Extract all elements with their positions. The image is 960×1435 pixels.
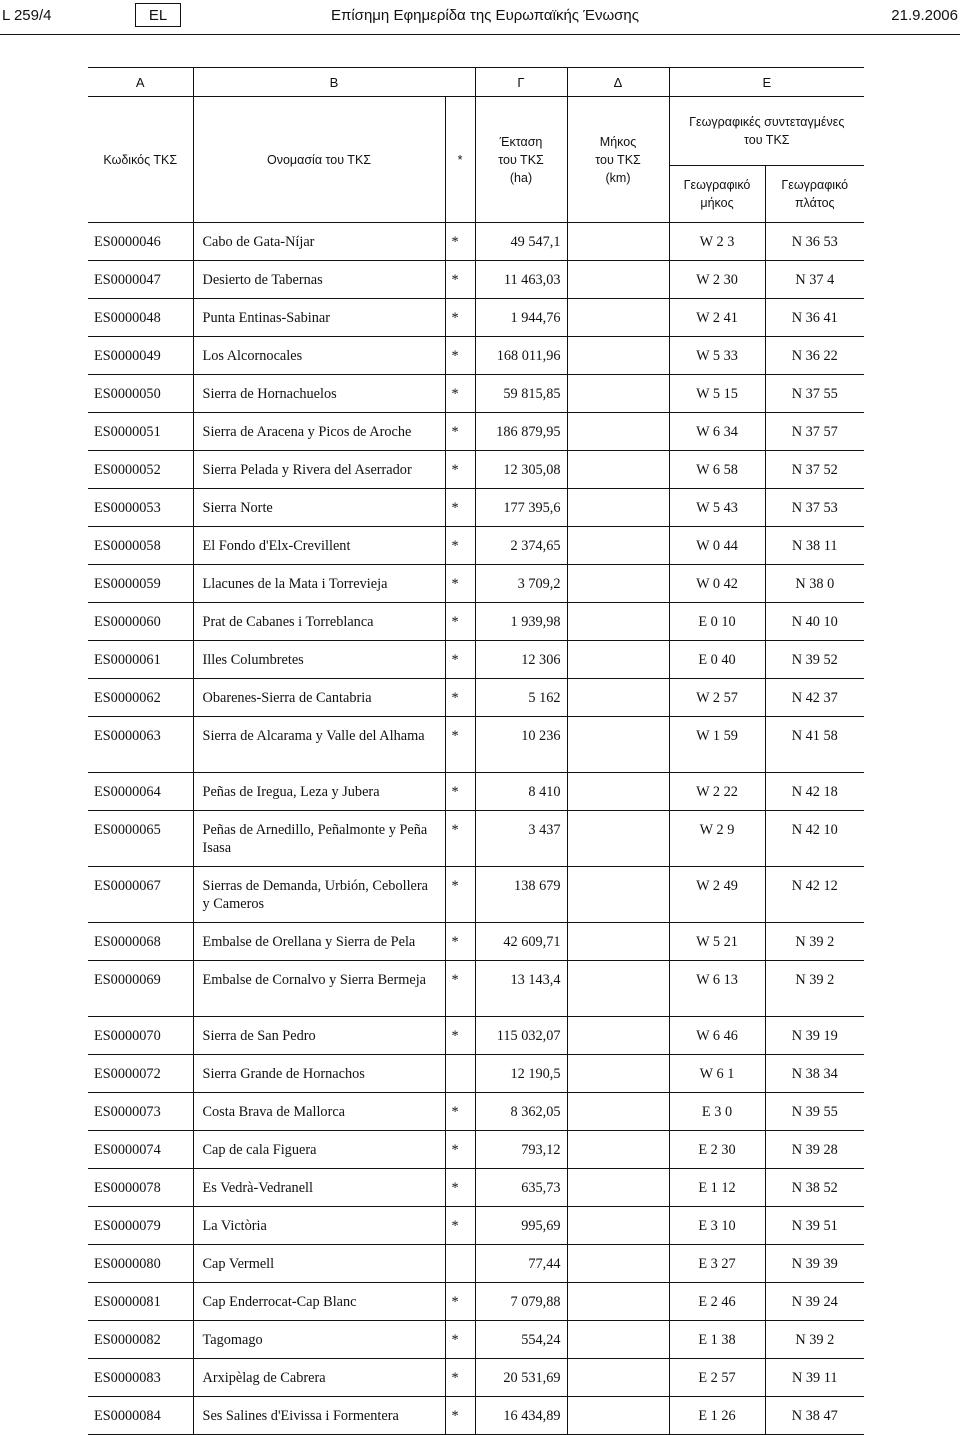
cell-code: ES0000053 [88, 489, 193, 527]
cell-area: 12 190,5 [475, 1055, 567, 1093]
cell-code: ES0000048 [88, 299, 193, 337]
table-row [88, 299, 864, 337]
cell-star: * [445, 565, 475, 603]
cell-name: La Victòria [193, 1207, 445, 1245]
cell-area: 1 944,76 [475, 299, 567, 337]
cell-code: ES0000084 [88, 1397, 193, 1435]
table-row [88, 223, 864, 261]
cell-area: 138 679 [475, 867, 567, 923]
cell-lon: W 2 49 [669, 867, 765, 923]
cell-star: * [445, 867, 475, 923]
header-code: Κωδικός ΤΚΣ [88, 97, 193, 223]
publication-date: 21.9.2006 [891, 7, 958, 24]
cell-star: * [445, 375, 475, 413]
header-coordinates [669, 97, 864, 166]
cell-area: 5 162 [475, 679, 567, 717]
cell-star: * [445, 451, 475, 489]
table-row [88, 413, 864, 451]
journal-title: Επίσημη Εφημερίδα της Ευρωπαϊκής Ένωσης [331, 7, 639, 24]
cell-area: 10 236 [475, 717, 567, 773]
cell-length [567, 1055, 669, 1093]
cell-lat: N 39 52 [765, 641, 864, 679]
table-row [88, 1245, 864, 1283]
page-reference: L 259/4 [2, 7, 52, 24]
cell-lat: N 42 37 [765, 679, 864, 717]
cell-lat: N 36 53 [765, 223, 864, 261]
cell-code: ES0000062 [88, 679, 193, 717]
header-length [567, 97, 669, 223]
cell-name: Embalse de Cornalvo y Sierra Bermeja [193, 961, 445, 1017]
header-latitude-line: Γεωγραφικό [781, 178, 849, 192]
cell-area: 13 143,4 [475, 961, 567, 1017]
cell-length [567, 1169, 669, 1207]
cell-name: Cabo de Gata-Níjar [193, 223, 445, 261]
cell-code: ES0000081 [88, 1283, 193, 1321]
cell-code: ES0000050 [88, 375, 193, 413]
cell-lon: W 6 34 [669, 413, 765, 451]
cell-name: Obarenes-Sierra de Cantabria [193, 679, 445, 717]
cell-length [567, 811, 669, 867]
cell-lon: W 6 1 [669, 1055, 765, 1093]
cell-area: 177 395,6 [475, 489, 567, 527]
cell-name: Sierra de Aracena y Picos de Aroche [193, 413, 445, 451]
cell-name: Sierras de Demanda, Urbión, Cebollera y Cameros [193, 867, 445, 923]
cell-lat: N 39 2 [765, 961, 864, 1017]
cell-length [567, 451, 669, 489]
table-row [88, 923, 864, 961]
cell-length [567, 1131, 669, 1169]
cell-lon: W 5 33 [669, 337, 765, 375]
cell-length [567, 565, 669, 603]
cell-code: ES0000080 [88, 1245, 193, 1283]
header-area [475, 97, 567, 223]
cell-name: Prat de Cabanes i Torreblanca [193, 603, 445, 641]
cell-lon: W 5 15 [669, 375, 765, 413]
sites-table [88, 67, 864, 1435]
language-code-box: EL [135, 3, 181, 27]
cell-area: 115 032,07 [475, 1017, 567, 1055]
cell-length [567, 1359, 669, 1397]
cell-area: 2 374,65 [475, 527, 567, 565]
table-row [88, 1093, 864, 1131]
cell-area: 11 463,03 [475, 261, 567, 299]
cell-length [567, 223, 669, 261]
cell-name: Arxipèlag de Cabrera [193, 1359, 445, 1397]
header-length-line: (km) [605, 170, 631, 185]
cell-star: * [445, 1017, 475, 1055]
header-star: * [445, 97, 475, 223]
cell-area: 42 609,71 [475, 923, 567, 961]
cell-area: 8 410 [475, 773, 567, 811]
header-name: Ονομασία του ΤΚΣ [193, 97, 445, 223]
table-row [88, 867, 864, 923]
cell-code: ES0000083 [88, 1359, 193, 1397]
cell-lon: W 5 21 [669, 923, 765, 961]
cell-name: Es Vedrà-Vedranell [193, 1169, 445, 1207]
cell-code: ES0000051 [88, 413, 193, 451]
cell-lon: E 3 0 [669, 1093, 765, 1131]
column-letter-e: E [669, 68, 864, 97]
cell-star: * [445, 1131, 475, 1169]
cell-lon: E 1 38 [669, 1321, 765, 1359]
cell-length [567, 603, 669, 641]
cell-name: Sierra de Alcarama y Valle del Alhama [193, 717, 445, 773]
cell-lon: W 2 22 [669, 773, 765, 811]
cell-area: 8 362,05 [475, 1093, 567, 1131]
cell-lat: N 38 11 [765, 527, 864, 565]
table-row [88, 679, 864, 717]
table-row [88, 1321, 864, 1359]
cell-star: * [445, 923, 475, 961]
cell-lon: W 1 59 [669, 717, 765, 773]
cell-name: Desierto de Tabernas [193, 261, 445, 299]
cell-star: * [445, 489, 475, 527]
cell-lon: E 2 57 [669, 1359, 765, 1397]
cell-name: Sierra de Hornachuelos [193, 375, 445, 413]
cell-star: * [445, 413, 475, 451]
cell-length [567, 679, 669, 717]
cell-lon: W 6 13 [669, 961, 765, 1017]
cell-lat: N 37 57 [765, 413, 864, 451]
table-row [88, 1207, 864, 1245]
page-header [0, 0, 960, 34]
cell-star: * [445, 961, 475, 1017]
cell-name: Los Alcornocales [193, 337, 445, 375]
cell-length [567, 1283, 669, 1321]
cell-star: * [445, 299, 475, 337]
cell-code: ES0000078 [88, 1169, 193, 1207]
cell-star: * [445, 717, 475, 773]
cell-name: Sierra Norte [193, 489, 445, 527]
table-row [88, 1283, 864, 1321]
cell-star [445, 1245, 475, 1283]
cell-length [567, 717, 669, 773]
header-longitude [669, 166, 765, 223]
cell-area: 7 079,88 [475, 1283, 567, 1321]
cell-lon: W 0 44 [669, 527, 765, 565]
cell-area: 635,73 [475, 1169, 567, 1207]
cell-length [567, 1397, 669, 1435]
cell-area: 49 547,1 [475, 223, 567, 261]
cell-code: ES0000061 [88, 641, 193, 679]
table-row [88, 1017, 864, 1055]
cell-area: 1 939,98 [475, 603, 567, 641]
cell-length [567, 261, 669, 299]
cell-length [567, 375, 669, 413]
cell-code: ES0000058 [88, 527, 193, 565]
cell-length [567, 923, 669, 961]
cell-code: ES0000065 [88, 811, 193, 867]
cell-code: ES0000064 [88, 773, 193, 811]
cell-name: Tagomago [193, 1321, 445, 1359]
cell-name: Peñas de Arnedillo, Peñalmonte y Peña Isasa [193, 811, 445, 867]
cell-area: 3 437 [475, 811, 567, 867]
header-longitude-line: μήκος [700, 196, 734, 210]
cell-length [567, 1207, 669, 1245]
table-row [88, 527, 864, 565]
header-row [88, 97, 864, 166]
cell-lon: E 3 10 [669, 1207, 765, 1245]
header-coordinates-line: του ΤΚΣ [744, 133, 790, 147]
header-rule [0, 34, 960, 35]
cell-lat: N 39 39 [765, 1245, 864, 1283]
table-row [88, 641, 864, 679]
cell-area: 12 305,08 [475, 451, 567, 489]
cell-area: 12 306 [475, 641, 567, 679]
column-letter-b: B [193, 68, 475, 97]
table-row [88, 375, 864, 413]
cell-lat: N 37 4 [765, 261, 864, 299]
cell-code: ES0000047 [88, 261, 193, 299]
cell-name: Peñas de Iregua, Leza y Jubera [193, 773, 445, 811]
cell-length [567, 1093, 669, 1131]
cell-lon: E 1 12 [669, 1169, 765, 1207]
cell-lat: N 38 47 [765, 1397, 864, 1435]
cell-star: * [445, 1169, 475, 1207]
cell-length [567, 489, 669, 527]
cell-code: ES0000067 [88, 867, 193, 923]
cell-star: * [445, 811, 475, 867]
cell-code: ES0000063 [88, 717, 193, 773]
cell-code: ES0000070 [88, 1017, 193, 1055]
table-row [88, 811, 864, 867]
cell-lat: N 39 2 [765, 1321, 864, 1359]
cell-code: ES0000068 [88, 923, 193, 961]
cell-lat: N 39 51 [765, 1207, 864, 1245]
cell-lat: N 39 2 [765, 923, 864, 961]
cell-length [567, 299, 669, 337]
column-letter-a: A [88, 68, 193, 97]
cell-length [567, 867, 669, 923]
cell-lat: N 37 53 [765, 489, 864, 527]
cell-lon: W 2 9 [669, 811, 765, 867]
column-letter-d: Δ [567, 68, 669, 97]
cell-code: ES0000079 [88, 1207, 193, 1245]
table-row [88, 337, 864, 375]
cell-name: Sierra Grande de Hornachos [193, 1055, 445, 1093]
cell-star: * [445, 773, 475, 811]
cell-length [567, 961, 669, 1017]
cell-area: 16 434,89 [475, 1397, 567, 1435]
cell-area: 168 011,96 [475, 337, 567, 375]
cell-lat: N 42 12 [765, 867, 864, 923]
table-row [88, 261, 864, 299]
cell-lat: N 38 0 [765, 565, 864, 603]
cell-length [567, 1017, 669, 1055]
cell-star: * [445, 641, 475, 679]
header-length-line: του ΤΚΣ [595, 152, 641, 167]
table-row [88, 961, 864, 1017]
cell-lon: E 3 27 [669, 1245, 765, 1283]
table-row [88, 565, 864, 603]
cell-lon: W 2 57 [669, 679, 765, 717]
cell-name: Sierra Pelada y Rivera del Aserrador [193, 451, 445, 489]
cell-lon: W 5 43 [669, 489, 765, 527]
cell-lon: W 6 46 [669, 1017, 765, 1055]
cell-lat: N 39 28 [765, 1131, 864, 1169]
cell-lon: W 2 41 [669, 299, 765, 337]
cell-lon: W 6 58 [669, 451, 765, 489]
cell-length [567, 527, 669, 565]
cell-lat: N 37 55 [765, 375, 864, 413]
cell-code: ES0000082 [88, 1321, 193, 1359]
cell-length [567, 1245, 669, 1283]
column-letter-g: Γ [475, 68, 567, 97]
header-longitude-line: Γεωγραφικό [683, 178, 751, 192]
cell-length [567, 1321, 669, 1359]
cell-lon: E 2 46 [669, 1283, 765, 1321]
cell-name: El Fondo d'Elx-Crevillent [193, 527, 445, 565]
header-area-line: Έκταση [499, 134, 543, 149]
cell-area: 793,12 [475, 1131, 567, 1169]
cell-area: 20 531,69 [475, 1359, 567, 1397]
cell-name: Embalse de Orellana y Sierra de Pela [193, 923, 445, 961]
cell-star: * [445, 679, 475, 717]
table-row [88, 1131, 864, 1169]
table-row [88, 773, 864, 811]
cell-area: 3 709,2 [475, 565, 567, 603]
cell-length [567, 773, 669, 811]
cell-star: * [445, 223, 475, 261]
cell-name: Cap de cala Figuera [193, 1131, 445, 1169]
cell-code: ES0000073 [88, 1093, 193, 1131]
cell-name: Cap Vermell [193, 1245, 445, 1283]
cell-length [567, 413, 669, 451]
cell-lon: W 2 3 [669, 223, 765, 261]
table-row [88, 1397, 864, 1435]
cell-name: Cap Enderrocat-Cap Blanc [193, 1283, 445, 1321]
cell-name: Illes Columbretes [193, 641, 445, 679]
cell-length [567, 641, 669, 679]
table-row [88, 489, 864, 527]
cell-lon: E 0 10 [669, 603, 765, 641]
cell-star: * [445, 1321, 475, 1359]
cell-name: Ses Salines d'Eivissa i Formentera [193, 1397, 445, 1435]
cell-code: ES0000046 [88, 223, 193, 261]
cell-name: Llacunes de la Mata i Torrevieja [193, 565, 445, 603]
cell-lon: E 2 30 [669, 1131, 765, 1169]
column-letters-row [88, 68, 864, 97]
cell-lon: E 0 40 [669, 641, 765, 679]
cell-star: * [445, 1207, 475, 1245]
table-row [88, 603, 864, 641]
header-latitude-line: πλάτος [794, 196, 835, 210]
table-row [88, 717, 864, 773]
cell-code: ES0000074 [88, 1131, 193, 1169]
cell-lat: N 42 18 [765, 773, 864, 811]
cell-star: * [445, 337, 475, 375]
header-length-line: Μήκος [599, 134, 637, 149]
cell-lon: E 1 26 [669, 1397, 765, 1435]
cell-lat: N 41 58 [765, 717, 864, 773]
cell-area: 554,24 [475, 1321, 567, 1359]
cell-lat: N 39 11 [765, 1359, 864, 1397]
cell-code: ES0000049 [88, 337, 193, 375]
cell-lat: N 42 10 [765, 811, 864, 867]
cell-star: * [445, 527, 475, 565]
table-row [88, 1055, 864, 1093]
cell-lon: W 0 42 [669, 565, 765, 603]
cell-lat: N 39 19 [765, 1017, 864, 1055]
cell-area: 995,69 [475, 1207, 567, 1245]
cell-lat: N 39 24 [765, 1283, 864, 1321]
cell-star: * [445, 1093, 475, 1131]
cell-lat: N 40 10 [765, 603, 864, 641]
table-row [88, 451, 864, 489]
cell-lon: W 2 30 [669, 261, 765, 299]
cell-area: 77,44 [475, 1245, 567, 1283]
cell-code: ES0000052 [88, 451, 193, 489]
cell-star [445, 1055, 475, 1093]
header-coordinates-line: Γεωγραφικές συντεταγμένες [689, 115, 845, 129]
cell-code: ES0000069 [88, 961, 193, 1017]
cell-code: ES0000060 [88, 603, 193, 641]
cell-length [567, 337, 669, 375]
cell-star: * [445, 1359, 475, 1397]
cell-star: * [445, 261, 475, 299]
header-area-line: (ha) [509, 170, 533, 185]
cell-code: ES0000059 [88, 565, 193, 603]
table-row [88, 1169, 864, 1207]
cell-lat: N 37 52 [765, 451, 864, 489]
cell-lat: N 38 52 [765, 1169, 864, 1207]
cell-lat: N 36 22 [765, 337, 864, 375]
header-area-line: του ΤΚΣ [498, 152, 544, 167]
table-row [88, 1359, 864, 1397]
cell-name: Punta Entinas-Sabinar [193, 299, 445, 337]
cell-lat: N 39 55 [765, 1093, 864, 1131]
cell-name: Costa Brava de Mallorca [193, 1093, 445, 1131]
cell-star: * [445, 1397, 475, 1435]
cell-lat: N 38 34 [765, 1055, 864, 1093]
cell-code: ES0000072 [88, 1055, 193, 1093]
cell-name: Sierra de San Pedro [193, 1017, 445, 1055]
header-latitude [765, 166, 864, 223]
cell-star: * [445, 603, 475, 641]
cell-lat: N 36 41 [765, 299, 864, 337]
cell-star: * [445, 1283, 475, 1321]
cell-area: 186 879,95 [475, 413, 567, 451]
cell-area: 59 815,85 [475, 375, 567, 413]
